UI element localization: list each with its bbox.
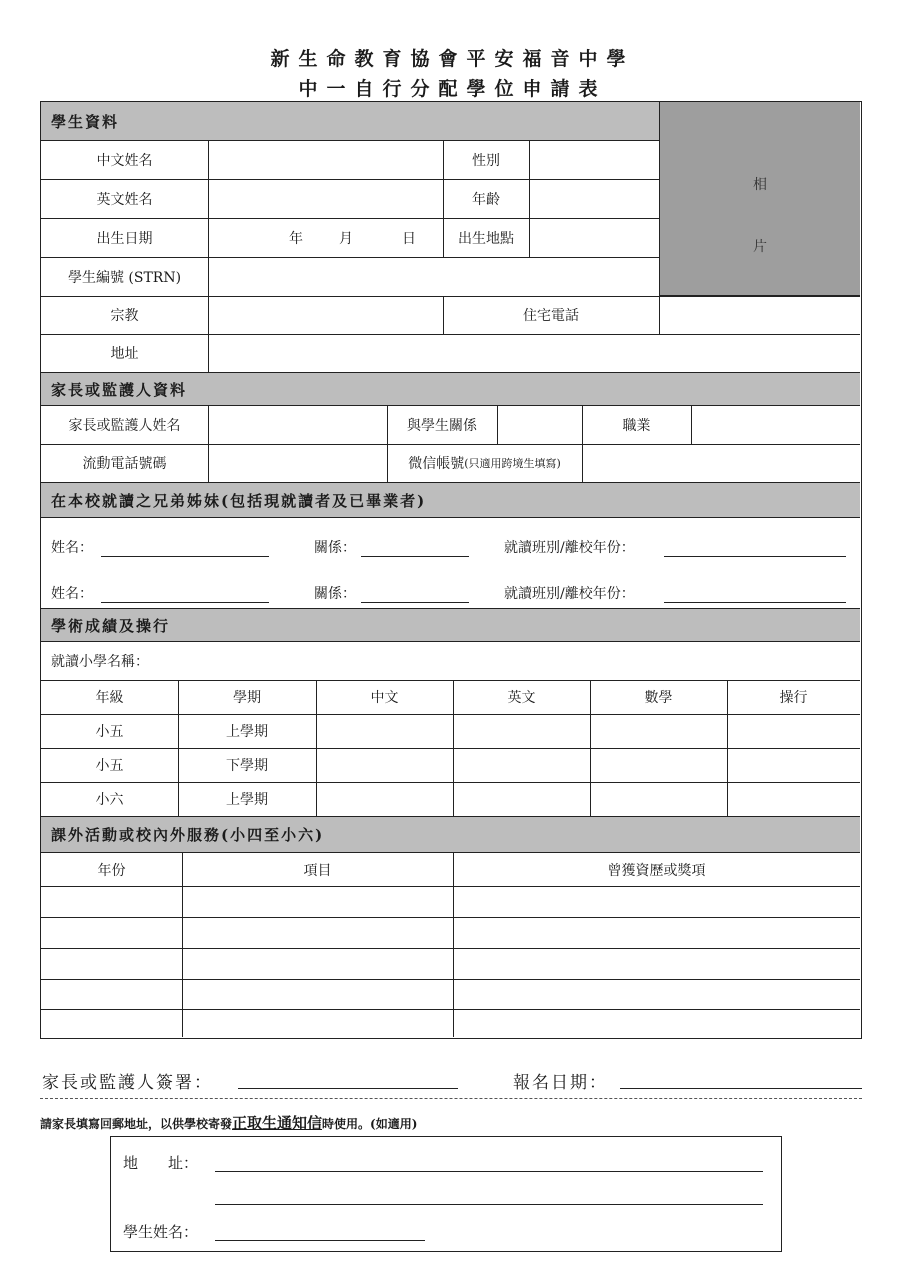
mobile-label: 流動電話號碼 [82, 456, 167, 472]
student-name-line[interactable] [215, 1240, 425, 1241]
english-name-label: 英文姓名 [96, 191, 153, 208]
cut-line [40, 1098, 862, 1099]
siblings-section-title: 在本校就讀之兄弟姊妹(包括現就讀者及已畢業者) [51, 491, 427, 510]
sibling-2-relation-line[interactable] [361, 602, 469, 603]
sibling-1-name-line[interactable] [101, 556, 269, 557]
sibling-2-relation-label: 關係： [314, 586, 356, 602]
home-phone-label: 住宅電話 [523, 308, 579, 324]
col-year: 年份 [97, 862, 126, 879]
dob-month-unit: 月 [339, 230, 353, 247]
wechat-field[interactable] [582, 444, 860, 482]
parent-section-title: 家長或監護人資料 [51, 380, 188, 399]
row-3-term: 上學期 [226, 792, 268, 808]
chinese-name-field[interactable] [208, 141, 443, 179]
religion-label: 宗教 [110, 308, 139, 324]
wechat-note: (只適用跨境生填寫) [464, 457, 561, 470]
return-address-box [110, 1136, 782, 1252]
dob-year-unit: 年 [289, 230, 303, 247]
mailing-note-2: 時使用。(如適用) [322, 1117, 418, 1131]
col-conduct: 操行 [779, 690, 808, 706]
photo-label-1: 相 [753, 177, 767, 193]
sibling-1-name-label: 姓名： [51, 540, 93, 556]
primary-school-label: 就讀小學名稱： [51, 654, 149, 670]
col-item: 項目 [303, 862, 332, 879]
sibling-1-class-line[interactable] [664, 556, 846, 557]
age-field[interactable] [529, 179, 659, 218]
address-field[interactable] [208, 334, 860, 372]
col-award: 曾獲資歷或獎項 [607, 862, 706, 879]
mailing-note-1: 請家長填寫回郵地址，以供學校寄發 [40, 1117, 233, 1131]
application-date-line[interactable] [620, 1088, 862, 1089]
student-name-label: 學生姓名： [123, 1222, 199, 1241]
form-title: 中一自行分配學位申請表 [298, 78, 607, 100]
dob-day-unit: 日 [402, 230, 416, 247]
strn-field[interactable] [208, 257, 659, 296]
sibling-1-relation-line[interactable] [361, 556, 469, 557]
age-label: 年齡 [472, 191, 500, 208]
sibling-2-class-line[interactable] [664, 602, 846, 603]
strn-label: 學生編號 (STRN) [67, 269, 182, 286]
application-form [40, 101, 862, 1039]
home-phone-field[interactable] [659, 296, 860, 334]
academic-section-title: 學術成績及操行 [51, 616, 171, 635]
row-1-grade: 小五 [95, 724, 124, 740]
parent-name-label: 家長或監護人姓名 [68, 418, 181, 434]
wechat-label-text: 微信帳號 [408, 456, 465, 472]
row-2-term: 下學期 [226, 758, 268, 774]
row-1-term: 上學期 [226, 724, 268, 740]
english-name-field[interactable] [208, 179, 443, 218]
col-english: 英文 [507, 690, 536, 706]
sibling-2-class-label: 就讀班別/離校年份： [504, 586, 635, 602]
activities-section-title: 課外活動或校內外服務(小四至小六) [51, 826, 325, 844]
photo-box [659, 102, 860, 296]
relation-field[interactable] [497, 406, 582, 444]
col-term: 學期 [233, 690, 261, 706]
occupation-label: 職業 [622, 418, 651, 434]
student-section-title: 學生資料 [51, 112, 120, 131]
dob-label: 出生日期 [96, 230, 153, 247]
col-chinese: 中文 [370, 690, 399, 706]
row-2-grade: 小五 [95, 758, 124, 774]
gender-field[interactable] [529, 141, 659, 179]
col-math: 數學 [644, 690, 673, 706]
return-address-label: 地 址： [123, 1153, 199, 1172]
sibling-1-relation-label: 關係： [314, 540, 356, 556]
parent-signature-label: 家長或監護人簽署： [42, 1073, 213, 1093]
religion-field[interactable] [208, 296, 443, 334]
parent-name-field[interactable] [208, 406, 387, 444]
parent-signature-line[interactable] [238, 1088, 458, 1089]
student-section-header [41, 102, 659, 141]
activities-section-header [41, 816, 860, 853]
sibling-1-class-label: 就讀班別/離校年份： [504, 540, 635, 556]
row-3-grade: 小六 [95, 792, 124, 808]
parent-section-header [41, 372, 860, 406]
birthplace-field[interactable] [529, 218, 659, 257]
gender-label: 性別 [472, 153, 500, 169]
mailing-note-emphasis: 正取生通知信 [232, 1114, 323, 1132]
mobile-field[interactable] [208, 444, 387, 482]
return-address-line-1[interactable] [215, 1171, 763, 1172]
academic-section-header [41, 608, 860, 642]
school-name: 新生命教育協會平安福音中學 [270, 48, 635, 70]
application-date-label: 報名日期： [513, 1073, 608, 1093]
sibling-2-name-line[interactable] [101, 602, 269, 603]
mailing-note [40, 1112, 417, 1133]
address-label: 地址 [110, 346, 139, 362]
birthplace-label: 出生地點 [458, 230, 514, 247]
sibling-2-name-label: 姓名： [51, 586, 93, 602]
siblings-section-header [41, 482, 860, 518]
relation-label: 與學生關係 [407, 418, 477, 434]
photo-label-2: 片 [753, 239, 767, 255]
return-address-line-2[interactable] [215, 1204, 763, 1205]
occupation-field[interactable] [691, 406, 860, 444]
wechat-label [387, 444, 582, 482]
col-grade: 年級 [95, 690, 124, 706]
chinese-name-label: 中文姓名 [96, 153, 153, 169]
